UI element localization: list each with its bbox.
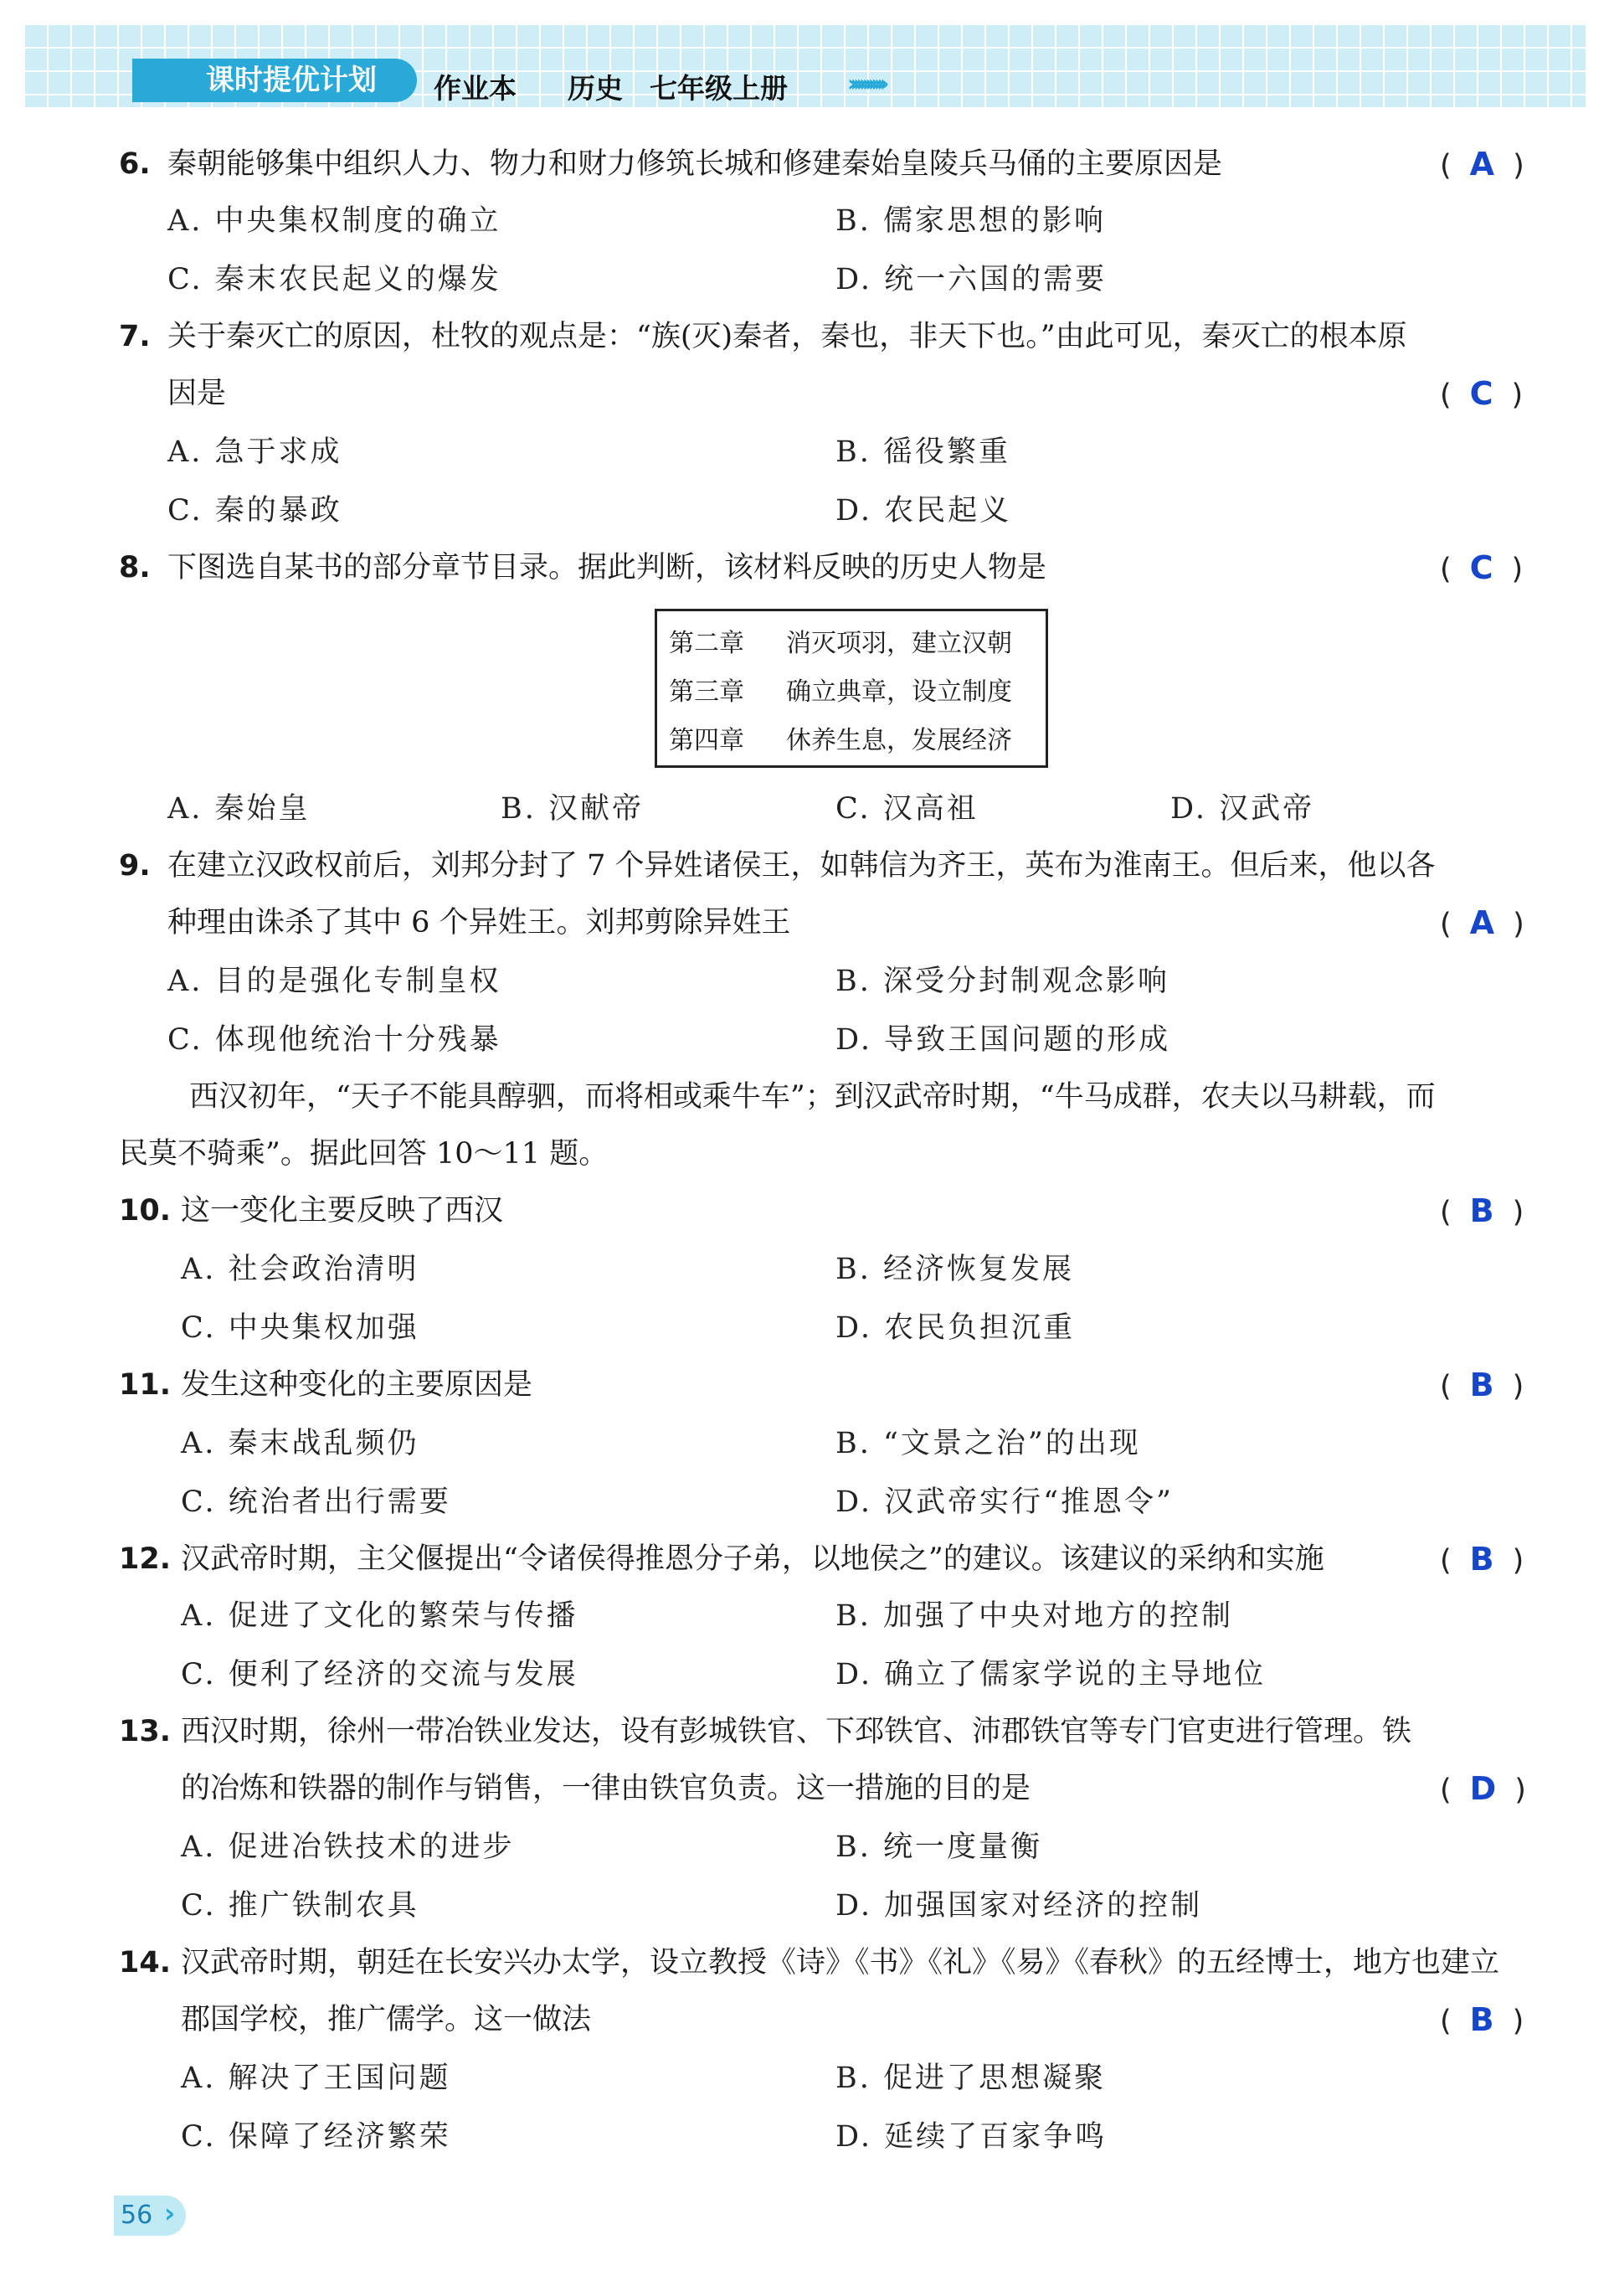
option-8b: B. 汉献帝: [501, 792, 644, 826]
grade-label: 七年级上册: [650, 72, 788, 105]
option-11d: D. 汉武帝实行“推恩令”: [835, 1485, 1174, 1519]
option-13b: B. 统一度量衡: [835, 1830, 1042, 1864]
brand-title: 课时提优计划: [132, 59, 417, 102]
toc-row: 第四章 休养生息，发展经济: [669, 726, 1012, 755]
option-14b: B. 促进了思想凝聚: [835, 2062, 1106, 2095]
option-8c: C. 汉高祖: [835, 792, 979, 826]
answer-12: ( B ): [1440, 1541, 1524, 1578]
option-8d: D. 汉武帝: [1170, 792, 1315, 826]
question-12: 12. 汉武帝时期，主父偃提出“令诸侯得推恩分子弟，以地侯之”的建议。该建议的采纳和实施: [119, 1542, 1324, 1576]
option-13c: C. 推广铁制农具: [181, 1889, 419, 1923]
option-13a: A. 促进冶铁技术的进步: [181, 1830, 515, 1864]
answer-9: ( A ): [1440, 904, 1524, 941]
option-11a: A. 秦末战乱频仍: [181, 1427, 419, 1460]
page-number: 56: [114, 2196, 186, 2236]
option-10b: B. 经济恢复发展: [835, 1253, 1074, 1286]
option-12d: D. 确立了儒家学说的主导地位: [835, 1658, 1267, 1691]
answer-13: ( D ): [1440, 1770, 1526, 1807]
page-chevron-icon: ›: [164, 2197, 176, 2229]
toc-row: 第二章 消灭项羽，建立汉朝: [669, 629, 1012, 658]
option-12b: B. 加强了中央对地方的控制: [835, 1599, 1233, 1633]
question-9-cont: 种理由诛杀了其中 6 个异姓王。刘邦剪除异姓王: [167, 906, 791, 940]
option-14a: A. 解决了王国问题: [181, 2062, 451, 2095]
option-6d: D. 统一六国的需要: [835, 263, 1108, 296]
answer-8: ( C ): [1440, 549, 1524, 586]
option-14d: D. 延续了百家争鸣: [835, 2120, 1108, 2154]
question-13-cont: 的冶炼和铁器的制作与销售，一律由铁官负责。这一措施的目的是: [181, 1772, 1031, 1805]
option-9b: B. 深受分封制观念影响: [835, 965, 1169, 998]
question-14: 14. 汉武帝时期，朝廷在长安兴办太学，设立教授《诗》《书》《礼》《易》《春秋》的五经博士，地方也建立: [119, 1946, 1500, 1979]
option-6a: A. 中央集权制度的确立: [167, 204, 501, 238]
question-14-cont: 郡国学校，推广儒学。这一做法: [181, 2003, 592, 2036]
option-9c: C. 体现他统治十分残暴: [167, 1023, 501, 1057]
question-9: 9. 在建立汉政权前后，刘邦分封了 7 个异姓诸侯王，如韩信为齐王，英布为淮南王。但后来，他以各: [119, 849, 1436, 883]
chapter-table-of-contents: [655, 609, 1048, 768]
subject-label: 历史: [568, 72, 623, 105]
option-7c: C. 秦的暴政: [167, 494, 342, 528]
option-7a: A. 急于求成: [167, 435, 342, 469]
answer-10: ( B ): [1440, 1192, 1524, 1229]
answer-11: ( B ): [1440, 1367, 1524, 1403]
header-chevrons: ››››››››››››: [847, 69, 883, 97]
answer-14: ( B ): [1440, 2001, 1524, 2038]
option-12a: A. 促进了文化的繁荣与传播: [181, 1599, 578, 1633]
option-10c: C. 中央集权加强: [181, 1311, 419, 1345]
option-6b: B. 儒家思想的影响: [835, 204, 1106, 238]
option-14c: C. 保障了经济繁荣: [181, 2120, 451, 2154]
question-8: 8. 下图选自某书的部分章节目录。据此判断，该材料反映的历史人物是: [119, 551, 1047, 584]
option-11b: B. “文景之治”的出现: [835, 1427, 1141, 1460]
question-13: 13. 西汉时期，徐州一带冶铁业发达，设有彭城铁官、下邳铁官、沛郡铁官等专门官吏进行管理。铁: [119, 1715, 1412, 1748]
option-8a: A. 秦始皇: [167, 792, 311, 826]
option-10d: D. 农民负担沉重: [835, 1311, 1076, 1345]
option-11c: C. 统治者出行需要: [181, 1485, 451, 1519]
passage-line-2: 民莫不骑乘”。据此回答 10～11 题。: [119, 1137, 609, 1171]
question-6: 6. 秦朝能够集中组织人力、物力和财力修筑长城和修建秦始皇陵兵马俑的主要原因是: [119, 147, 1223, 181]
question-7: 7. 关于秦灭亡的原因，杜牧的观点是：“族(灭)秦者，秦也，非天下也。”由此可见，秦灭亡的根本原: [119, 320, 1407, 353]
answer-6: ( A ): [1440, 146, 1524, 183]
option-9d: D. 导致王国问题的形成: [835, 1023, 1171, 1057]
toc-row: 第三章 确立典章，设立制度: [669, 677, 1012, 707]
question-10: 10. 这一变化主要反映了西汉: [119, 1194, 504, 1228]
option-12c: C. 便利了经济的交流与发展: [181, 1658, 578, 1691]
option-7b: B. 徭役繁重: [835, 435, 1010, 469]
option-7d: D. 农民起义: [835, 494, 1012, 528]
option-13d: D. 加强国家对经济的控制: [835, 1889, 1203, 1923]
passage-line-1: 西汉初年，“天子不能具醇驷，而将相或乘牛车”；到汉武帝时期，“牛马成群，农夫以马耕载，而: [189, 1080, 1436, 1114]
answer-7: ( C ): [1440, 375, 1524, 412]
book-type: 作业本: [434, 72, 517, 105]
option-6c: C. 秦末农民起义的爆发: [167, 263, 501, 296]
question-7-cont: 因是: [167, 377, 227, 410]
option-9a: A. 目的是强化专制皇权: [167, 965, 501, 998]
question-11: 11. 发生这种变化的主要原因是: [119, 1368, 533, 1402]
option-10a: A. 社会政治清明: [181, 1253, 419, 1286]
